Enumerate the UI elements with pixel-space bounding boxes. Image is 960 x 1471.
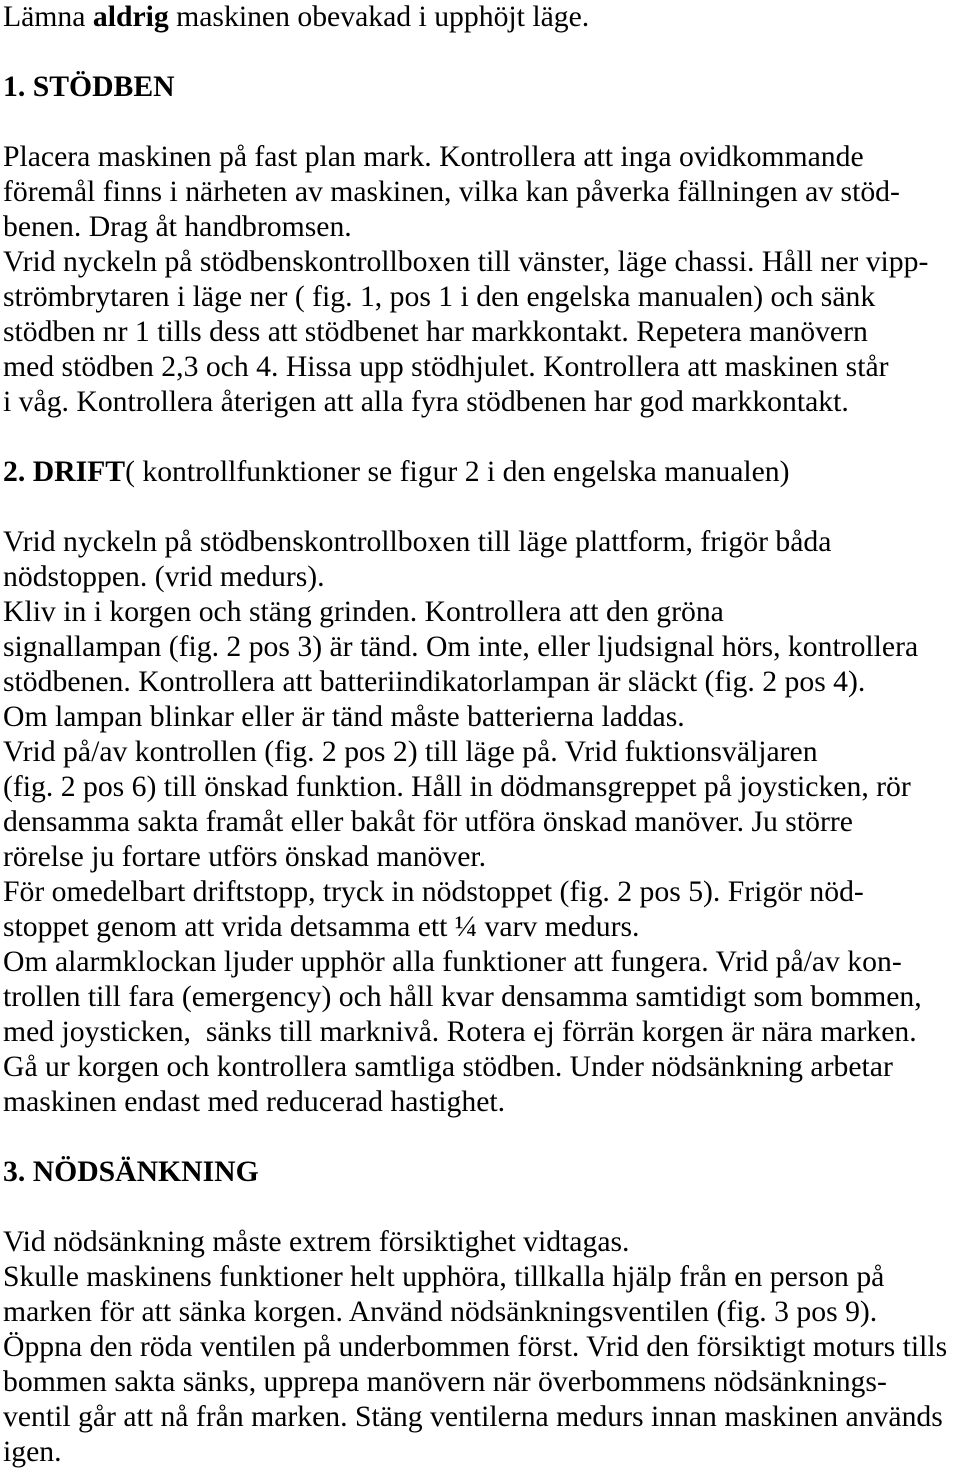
body-line: Gå ur korgen och kontrollera samtliga stödben. Under nödsänkning arbetar [3,1051,893,1083]
body-line: bommen sakta sänks, upprepa manövern när överbommens nödsänknings- [3,1366,887,1398]
body-line: med stödben 2,3 och 4. Hissa upp stödhjulet. Kontrollera att maskinen står [3,351,889,383]
warning-text-after: maskinen obevakad i upphöjt läge. [168,1,590,33]
body-line: Kliv in i korgen och stäng grinden. Kontrollera att den gröna [3,596,724,628]
spacer [3,420,960,455]
body-line: Vrid på/av kontrollen (fig. 2 pos 2) till läge på. Vrid fuktionsväljaren [3,736,818,768]
body-line: nödstoppen. (vrid medurs). [3,561,325,593]
section-heading-note: ( kontrollfunktioner se figur 2 i den engelska manualen) [125,456,790,488]
body-line: stödben nr 1 tills dess att stödbenet har markkontakt. Repetera manövern [3,316,868,348]
body-line: med joysticken, sänks till marknivå. Rotera ej förrän korgen är nära marken. [3,1016,917,1048]
body-line: stödbenen. Kontrollera att batteriindikatorlampan är släckt (fig. 2 pos 4). [3,666,866,698]
section-stodben [3,70,960,420]
spacer [3,1120,960,1155]
spacer [3,35,960,70]
body-line: strömbrytaren i läge ner ( fig. 1, pos 1 i den engelska manualen) och sänk [3,281,876,313]
body-line: Vrid nyckeln på stödbenskontrollboxen till vänster, läge chassi. Håll ner vipp- [3,246,929,278]
spacer [3,105,960,140]
body-line: föremål finns i närheten av maskinen, vilka kan påverka fällningen av stöd- [3,176,900,208]
body-line: benen. Drag åt handbromsen. [3,211,352,243]
body-line: maskinen endast med reducerad hastighet. [3,1086,506,1118]
body-line: Placera maskinen på fast plan mark. Kontrollera att inga ovidkommande [3,141,864,173]
warning-text-before: Lämna [3,1,93,33]
body-line: densamma sakta framåt eller bakåt för utföra önskad manöver. Ju större [3,806,853,838]
body-line: trollen till fara (emergency) och håll kvar densamma samtidigt som bommen, [3,981,922,1013]
body-line: Vid nödsänkning måste extrem försiktighet vidtagas. [3,1226,630,1258]
section-heading-title: 2. DRIFT [3,456,126,488]
body-line: rörelse ju fortare utförs önskad manöver. [3,841,487,873]
body-line: igen. [3,1436,62,1468]
body-line: ventil går att nå från marken. Stäng ventilerna medurs innan maskinen används [3,1401,943,1433]
section-drift [3,455,960,1120]
spacer [3,1190,960,1225]
section-heading-nodsankning: 3. NÖDSÄNKNING [3,1156,259,1188]
section-heading-drift [3,455,960,490]
body-line: stoppet genom att vrida detsamma ett ¼ varv medurs. [3,911,640,943]
body-line: Om alarmklockan ljuder upphör alla funktioner att fungera. Vrid på/av kon- [3,946,902,978]
body-line: Öppna den röda ventilen på underbommen först. Vrid den försiktigt moturs tills [3,1331,948,1363]
body-line: signallampan (fig. 2 pos 3) är tänd. Om inte, eller ljudsignal hörs, kontrollera [3,631,919,663]
body-line: Vrid nyckeln på stödbenskontrollboxen till läge plattform, frigör båda [3,526,832,558]
warning-line [3,0,960,35]
section-heading-stodben: 1. STÖDBEN [3,71,175,103]
body-line: i våg. Kontrollera återigen att alla fyra stödbenen har god markkontakt. [3,386,849,418]
section-nodsankning [3,1155,960,1470]
body-line: marken för att sänka korgen. Använd nödsänkningsventilen (fig. 3 pos 9). [3,1296,878,1328]
body-line: Skulle maskinens funktioner helt upphöra, tillkalla hjälp från en person på [3,1261,885,1293]
body-line: Om lampan blinkar eller är tänd måste batterierna laddas. [3,701,685,733]
body-line: För omedelbart driftstopp, tryck in nödstoppet (fig. 2 pos 5). Frigör nöd- [3,876,864,908]
spacer [3,490,960,525]
body-line: (fig. 2 pos 6) till önskad funktion. Håll in dödmansgreppet på joysticken, rör [3,771,911,803]
warning-emphasis: aldrig [92,1,169,33]
